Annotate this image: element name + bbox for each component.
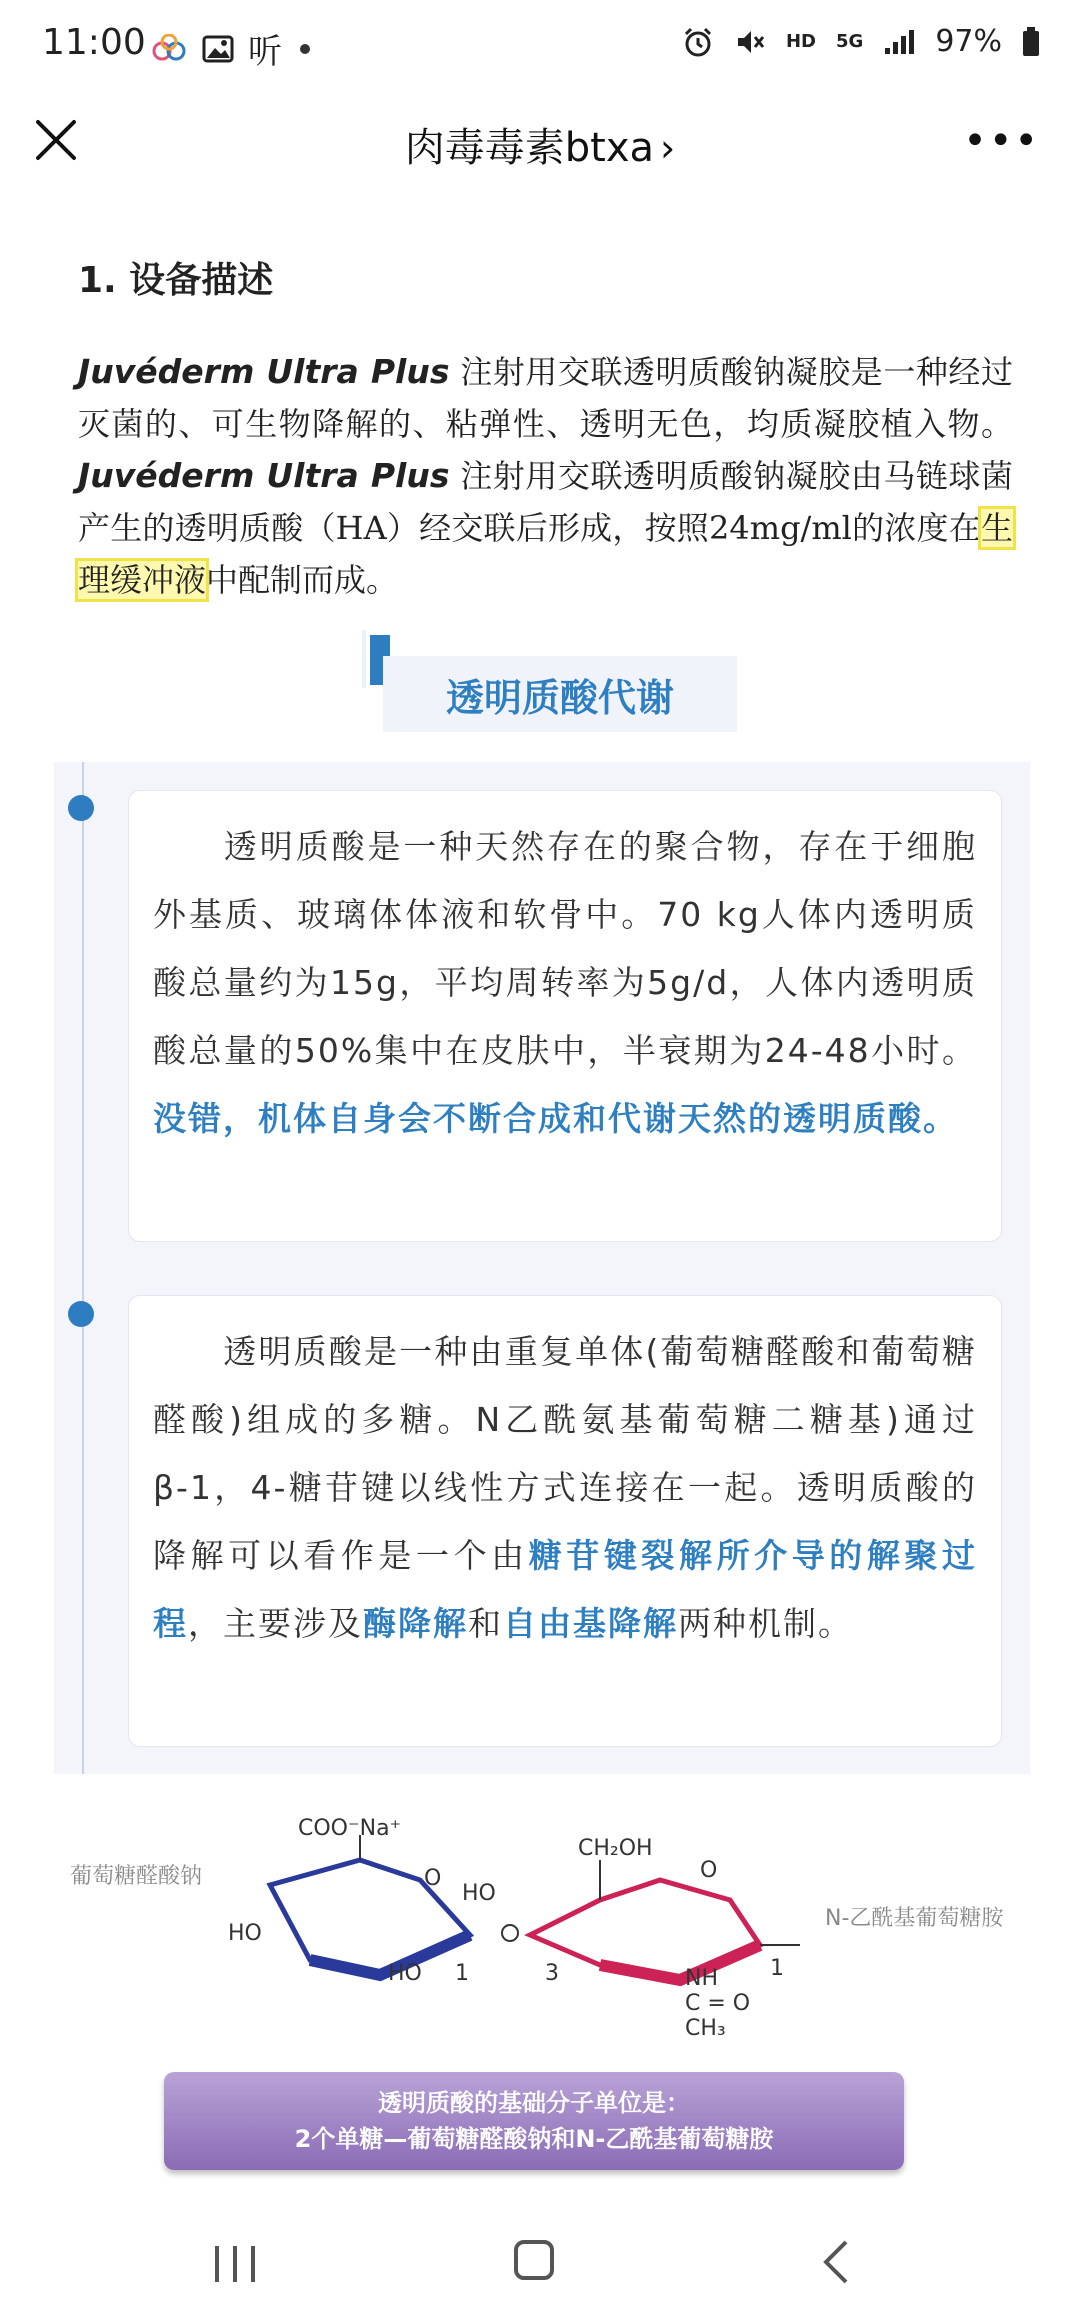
- banner-line: 2个单糖—葡萄糖醛酸钠和N-乙酰基葡萄糖胺: [294, 2125, 774, 2153]
- status-bar: [0, 0, 1080, 96]
- gallery-icon: [202, 34, 234, 64]
- battery-icon: [1022, 27, 1040, 57]
- card-emphasis: 自由基降解: [503, 1604, 678, 1643]
- card-emphasis: 没错，机体自身会不断合成和代谢天然的透明质酸。: [153, 1099, 958, 1138]
- card-text: ，主要涉及: [188, 1604, 363, 1643]
- document-text: 注射用交联透明质酸钠凝胶是一种经过灭菌的、可生物降解的、粘弹性、透明无色，均质凝胶植入物。: [78, 353, 1013, 443]
- diagram-right-label: N-乙酰基葡萄糖胺: [825, 1906, 1004, 1931]
- page-title[interactable]: [0, 116, 1080, 173]
- document-heading: 1. 设备描述: [78, 260, 274, 301]
- signal-icon: [883, 28, 915, 56]
- chevron-right-icon: ›: [660, 126, 676, 170]
- mute-icon: [734, 26, 766, 58]
- position-1-label: 1: [455, 1961, 469, 1986]
- brand-name: Juvéderm Ultra Plus: [78, 352, 450, 391]
- highlighted-term: 生理缓冲液: [78, 509, 1013, 599]
- ho-label: HO: [388, 1961, 422, 1986]
- info-card: [128, 790, 1002, 1242]
- section-title: 透明质酸代谢: [383, 656, 737, 732]
- card-text: 两种机制。: [678, 1604, 853, 1643]
- coo-label: COO⁻Na⁺: [298, 1816, 402, 1841]
- diagram-left-label: 葡萄糖醛酸钠: [70, 1864, 203, 1889]
- position-3-label: 3: [545, 1961, 559, 1986]
- banner-line: 透明质酸的基础分子单位是：: [378, 2089, 690, 2117]
- card-emphasis: 酶降解: [363, 1604, 468, 1643]
- o-label: O: [700, 1858, 718, 1883]
- battery-percent: 97%: [935, 24, 1002, 59]
- ch3-label: CH₃: [685, 2016, 726, 2041]
- brand-name: Juvéderm Ultra Plus: [78, 456, 450, 495]
- home-icon[interactable]: [514, 2240, 554, 2280]
- ho-label: HO: [228, 1921, 262, 1946]
- listen-icon: 听: [248, 32, 282, 72]
- timeline-dot: [68, 1301, 94, 1327]
- navigation-bar: [0, 2200, 1080, 2316]
- page-title-text: 肉毒毒素btxa: [404, 125, 655, 171]
- o-label: O: [424, 1866, 442, 1891]
- diagram-caption-banner: [164, 2072, 904, 2170]
- title-bar: [0, 96, 1080, 186]
- ch2oh-label: CH₂OH: [578, 1836, 653, 1861]
- more-options-icon[interactable]: •••: [963, 118, 1040, 164]
- nh-label: NH: [685, 1966, 718, 1991]
- timeline-line: [82, 762, 84, 1774]
- ho-label: HO: [462, 1881, 496, 1906]
- timeline-dot: [68, 795, 94, 821]
- card-text: 透明质酸是一种由重复单体(葡萄糖醛酸和葡萄糖醛酸)组成的多糖。N乙酰氨基葡萄糖二糖基)通过β-1，4-糖苷键以线性方式连接在一起。透明质酸的降解可以看作是一个由: [153, 1332, 977, 1575]
- document-paragraph: [78, 346, 1013, 606]
- network-5g-icon: 5G: [836, 31, 864, 52]
- notification-dot: [300, 44, 310, 54]
- document-text: 中配制而成。: [206, 561, 399, 599]
- card-text: 透明质酸是一种天然存在的聚合物，存在于细胞外基质、玻璃体体液和软骨中。70 kg人体内透明质酸总量约为15g，平均周转率为5g/d，人体内透明质酸总量的50%集中在皮肤中，半衰期为24-48小时。: [153, 827, 977, 1070]
- info-card: [128, 1295, 1002, 1747]
- status-time: 11:00: [42, 22, 146, 63]
- alarm-icon: [682, 26, 714, 58]
- hd-icon: HD: [785, 31, 816, 52]
- section-decoration: [362, 630, 366, 688]
- back-icon[interactable]: [820, 2238, 850, 2286]
- document-text: 注射用交联透明质酸钠凝胶由马链球菌产生的透明质酸（HA）经交联后形成，按照24mg/ml的浓度在: [78, 457, 1013, 547]
- position-1-label: 1: [770, 1956, 784, 1981]
- co-label: C = O: [685, 1991, 751, 2016]
- app-flower-icon: [150, 34, 188, 64]
- card-emphasis: 糖苷键裂解所介导的解聚过程: [153, 1536, 978, 1643]
- recent-apps-icon[interactable]: [212, 2244, 258, 2284]
- hyaluronic-acid-structure-diagram: [0, 1805, 1080, 2055]
- card-text: 和: [468, 1604, 503, 1643]
